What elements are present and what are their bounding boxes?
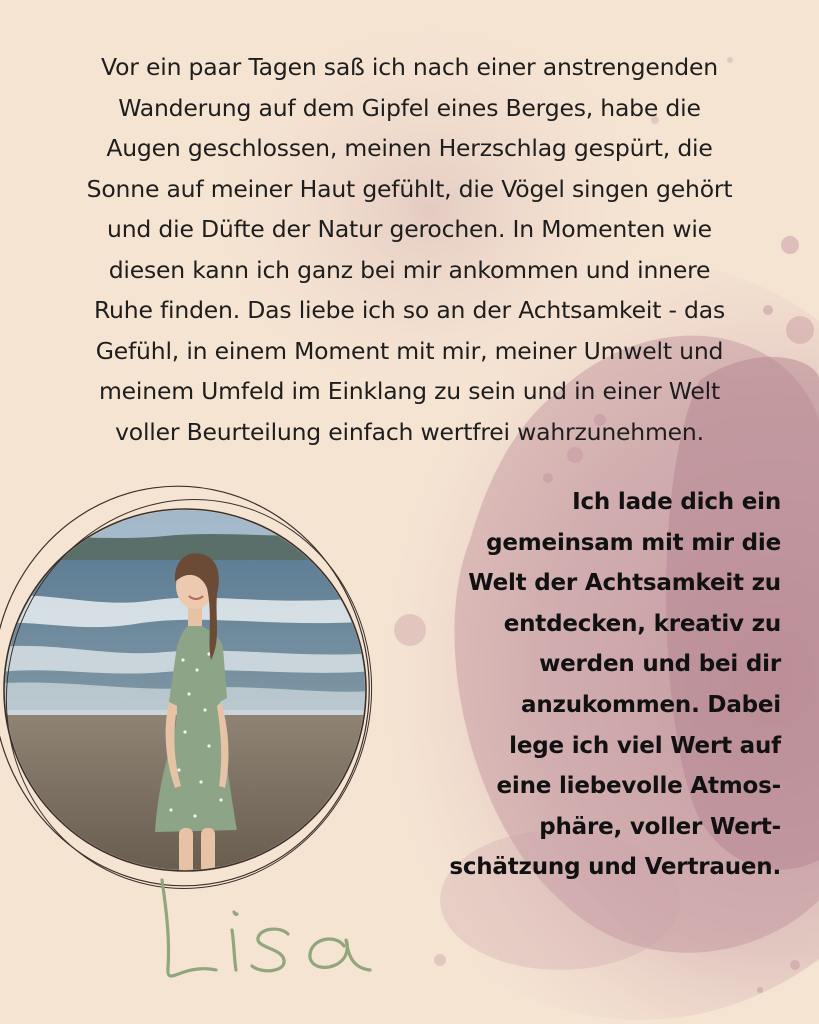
- invite-line: schätzung und Vertrauen.: [449, 854, 781, 881]
- intro-line: Sonne auf meiner Haut gefühlt, die Vögel singen gehört: [86, 174, 733, 203]
- invite-line: lege ich viel Wert auf: [509, 732, 781, 759]
- invitation-paragraph: [391, 482, 781, 888]
- intro-line: Wanderung auf dem Gipfel eines Berges, habe die: [118, 93, 701, 122]
- intro-line: Vor ein paar Tagen saß ich nach einer anstrengenden: [101, 53, 718, 81]
- intro-line: und die Düfte der Natur gerochen. In Momenten wie: [107, 215, 712, 243]
- intro-line: meinem Umfeld im Einklang zu sein und in einer Welt: [98, 377, 720, 405]
- invite-line: gemeinsam mit mir die: [486, 529, 781, 556]
- signature-lisa: [148, 868, 388, 998]
- intro-line: Gefühl, in einem Moment mit mir, meiner Umwelt und: [95, 336, 724, 365]
- intro-paragraph: [20, 47, 799, 452]
- invite-line: werden und bei dir: [539, 651, 781, 678]
- invite-line: entdecken, kreativ zu: [503, 610, 781, 637]
- invite-line: eine liebevolle Atmos-: [496, 773, 781, 800]
- invite-line: anzukommen. Dabei: [521, 691, 781, 718]
- intro-line: Augen geschlossen, meinen Herzschlag gespürt, die: [106, 134, 713, 162]
- intro-line: voller Beurteilung einfach wertfrei wahrzunehmen.: [115, 417, 704, 446]
- invite-line: Welt der Achtsamkeit zu: [468, 570, 781, 597]
- intro-line: Ruhe finden. Das liebe ich so an der Achtsamkeit - das: [93, 296, 726, 324]
- portrait-photo: [0, 470, 385, 910]
- intro-line: diesen kann ich ganz bei mir ankommen und innere: [108, 255, 711, 284]
- invite-line: phäre, voller Wert-: [539, 813, 781, 840]
- invite-line: Ich lade dich ein: [572, 489, 781, 515]
